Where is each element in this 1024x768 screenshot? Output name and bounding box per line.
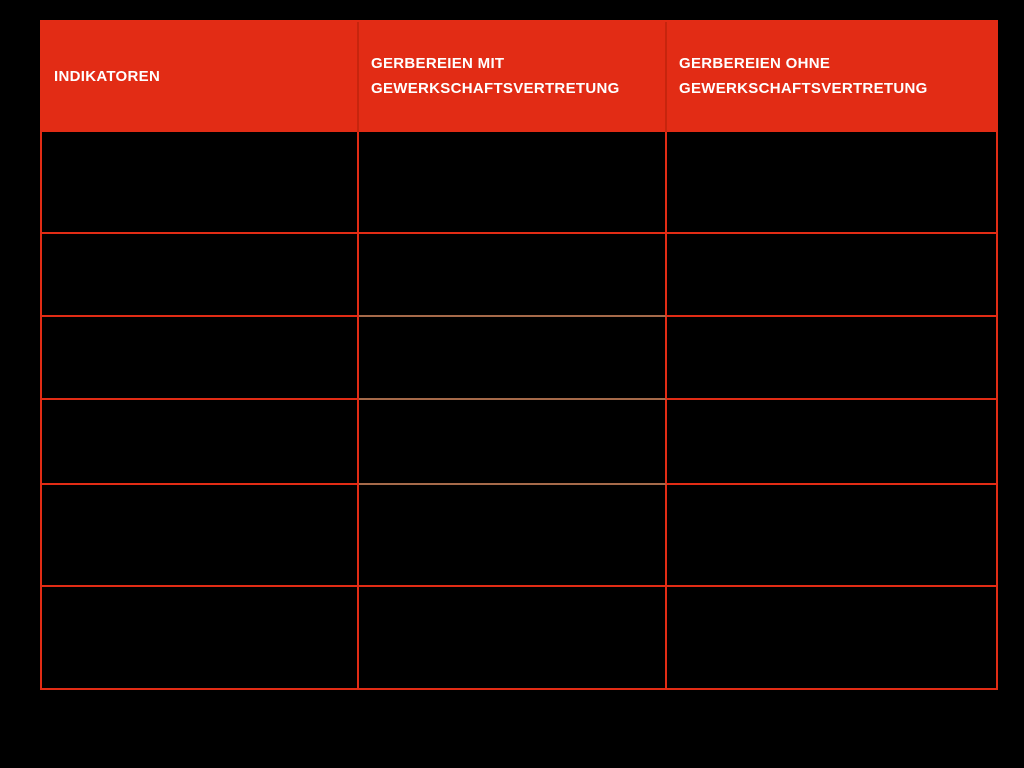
- table-cell: [359, 132, 667, 234]
- table-cell: [359, 234, 667, 317]
- table-cell: [667, 485, 996, 587]
- table-cell: [42, 587, 359, 688]
- table-cell: [359, 485, 667, 587]
- table-cell: [359, 317, 667, 400]
- table-cell: [667, 132, 996, 234]
- indicators-table: [40, 20, 998, 690]
- column-header-mit-gewerkschaftsvertretung: [359, 22, 667, 132]
- column-header-indikatoren: [42, 22, 359, 132]
- table-cell: [42, 317, 359, 400]
- table-cell: [42, 234, 359, 317]
- table-cell: [42, 400, 359, 485]
- column-header-label: INDIKATOREN: [54, 67, 161, 85]
- table-cell: [42, 132, 359, 234]
- table-cell: [667, 317, 996, 400]
- table-cell: [42, 485, 359, 587]
- column-header-label: GERBEREIEN OHNE GEWERKSCHAFTSVERTRETUNG: [679, 55, 928, 97]
- table-cell: [359, 400, 667, 485]
- column-header-ohne-gewerkschaftsvertretung: [667, 22, 996, 132]
- table-cell: [667, 234, 996, 317]
- table-cell: [667, 587, 996, 688]
- table-cell: [359, 587, 667, 688]
- table-cell: [667, 400, 996, 485]
- column-header-label: GERBEREIEN MIT GEWERKSCHAFTSVERTRETUNG: [371, 55, 620, 97]
